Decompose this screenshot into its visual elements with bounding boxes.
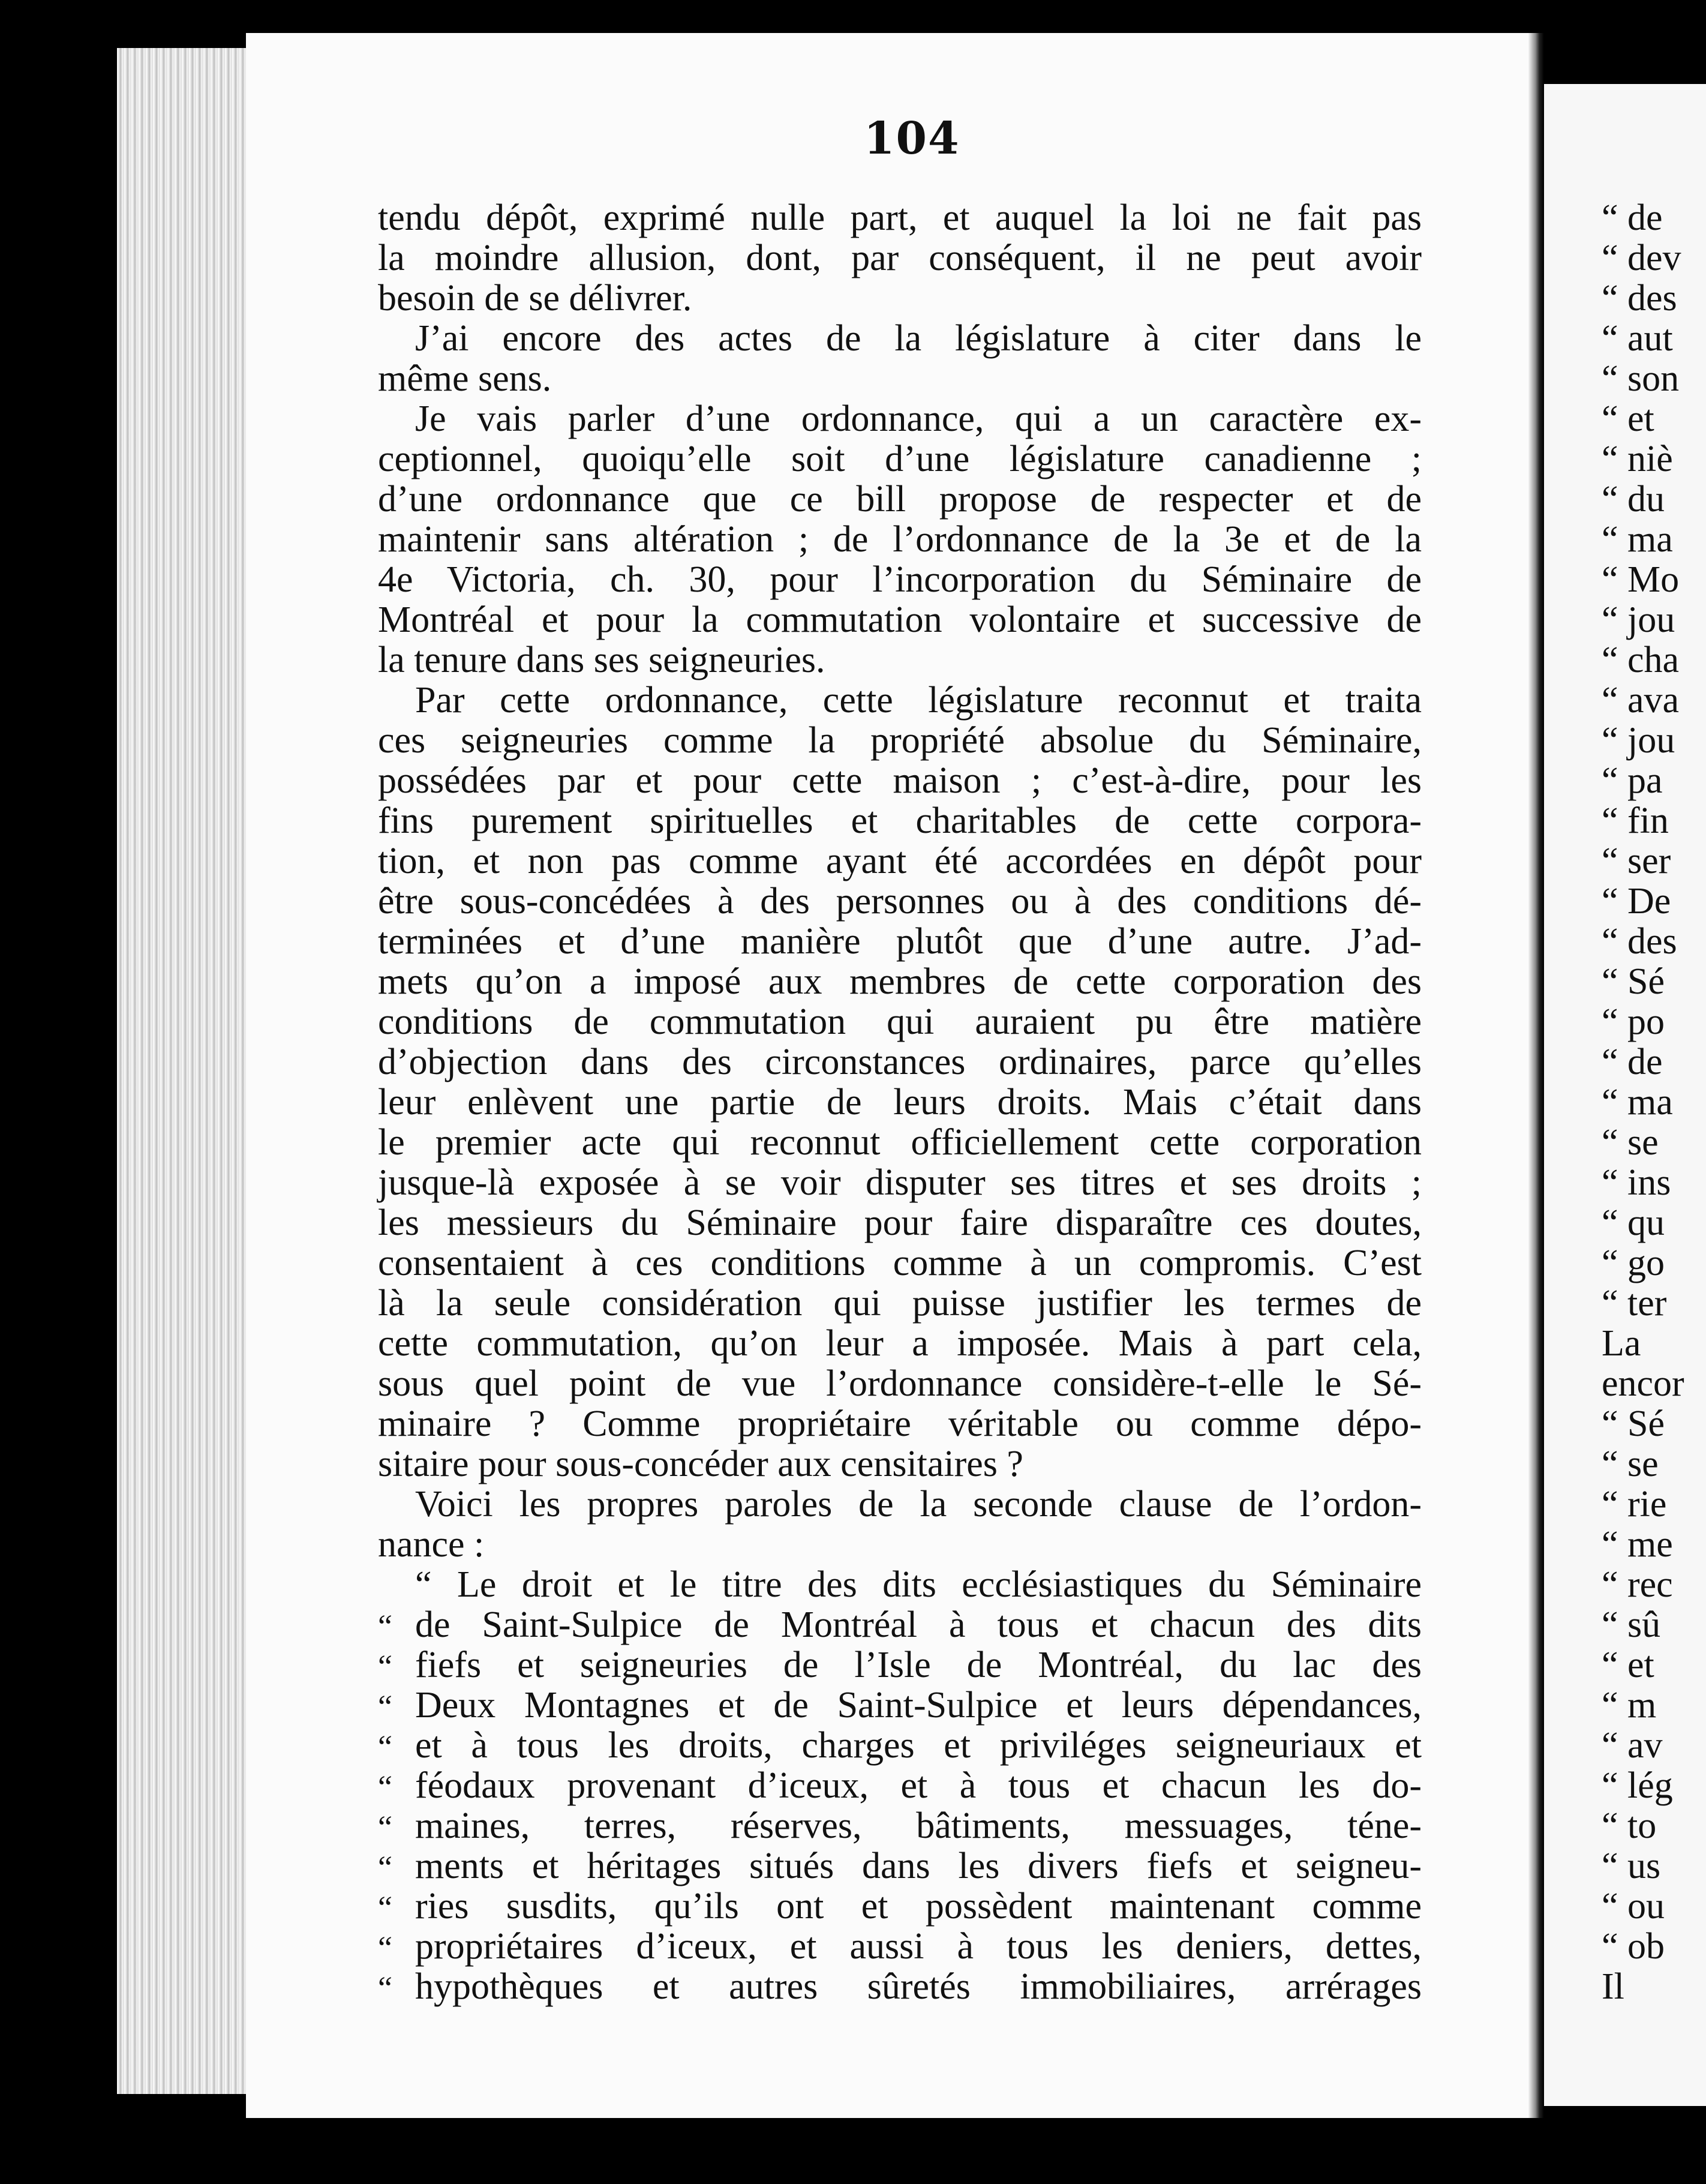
- text-line: minaire ? Comme propriétaire véritable ou comme dépo-: [378, 1403, 1422, 1444]
- text-line: d’objection dans des circonstances ordinaires, parce qu’elles: [378, 1042, 1422, 1082]
- quote-text: ries susdits, qu’ils ont et possèdent maintenant comme: [415, 1886, 1422, 1927]
- text-line: besoin de se délivrer.: [378, 278, 692, 319]
- text-line: J’ai encore des actes de la législature à citer dans le: [415, 318, 1422, 359]
- text-line: conditions de commutation qui auraient pu être matière: [378, 1001, 1422, 1042]
- quote-line: [378, 1886, 1422, 1927]
- quote-mark: “: [378, 1809, 392, 1845]
- quote-line: [378, 1726, 1422, 1766]
- text-line: Par cette ordonnance, cette législature reconnut et traita: [415, 680, 1422, 721]
- quote-line: [378, 1766, 1422, 1806]
- right-page-text-fragments: [1602, 198, 1684, 2007]
- text-line: maintenir sans altération ; de l’ordonnance de la 3e et de la: [378, 519, 1422, 560]
- text-line: ces seigneuries comme la propriété absolue du Séminaire,: [378, 720, 1422, 761]
- text-line: jusque-là exposée à se voir disputer ses titres et ses droits ;: [378, 1162, 1422, 1203]
- text-line: consentaient à ces conditions comme à un compromis. C’est: [378, 1243, 1422, 1283]
- text-line: d’une ordonnance que ce bill propose de respecter et de: [378, 479, 1422, 520]
- text-line: être sous-concédées à des personnes ou à des conditions dé-: [378, 881, 1422, 922]
- quote-line: [378, 1846, 1422, 1886]
- text-line: 4e Victoria, ch. 30, pour l’incorporation du Séminaire de: [378, 559, 1422, 600]
- right-page-line: “ fin: [1602, 800, 1669, 841]
- right-page-line: “ rec: [1602, 1564, 1673, 1605]
- right-page-line: “ ou: [1602, 1886, 1665, 1927]
- quote-line: [378, 1605, 1422, 1645]
- quote-line: [378, 1565, 1422, 1605]
- text-line: leur enlèvent une partie de leurs droits. Mais c’était dans: [378, 1082, 1422, 1123]
- quote-text: ments et héritages situés dans les divers fiefs et seigneu-: [415, 1846, 1422, 1886]
- text-line: Voici les propres paroles de la seconde clause de l’ordon-: [415, 1484, 1422, 1525]
- right-page-line: “ aut: [1602, 318, 1673, 359]
- right-page-line: “ ins: [1602, 1162, 1671, 1203]
- text-line: cette commutation, qu’on leur a imposée. Mais à part cela,: [378, 1323, 1422, 1364]
- right-page-line: “ av: [1602, 1725, 1663, 1766]
- quote-line: [378, 1806, 1422, 1846]
- quote-mark: “: [378, 1970, 392, 2006]
- quote-text: et à tous les droits, charges et priviléges seigneuriaux et: [415, 1725, 1422, 1766]
- text-line: là la seule considération qui puisse justifier les termes de: [378, 1283, 1422, 1324]
- right-page-line: “ ter: [1602, 1283, 1667, 1324]
- quote-mark: “: [378, 1769, 392, 1805]
- quote-text: féodaux provenant d’iceux, et à tous et chacun les do-: [415, 1765, 1422, 1806]
- right-page-line: “ niè: [1602, 439, 1673, 479]
- right-page-line: “ des: [1602, 921, 1677, 962]
- quote-text: propriétaires d’iceux, et aussi à tous les deniers, dettes,: [415, 1926, 1422, 1967]
- right-page-line: “ us: [1602, 1846, 1661, 1886]
- right-page-line: “ go: [1602, 1243, 1665, 1283]
- quote-line: [378, 1645, 1422, 1685]
- quote-mark: “: [378, 1930, 392, 1966]
- right-page-line: “ ava: [1602, 680, 1680, 721]
- right-page-line: “ me: [1602, 1524, 1673, 1565]
- right-page-line: Il: [1602, 1966, 1624, 2007]
- text-line: nance :: [378, 1524, 485, 1565]
- right-page-line: “ lég: [1602, 1765, 1673, 1806]
- quote-text: “ Le droit et le titre des dits ecclésiastiques du Séminaire: [415, 1564, 1422, 1605]
- right-page-line: “ ma: [1602, 1082, 1673, 1123]
- right-page-line: “ son: [1602, 358, 1680, 399]
- quote-text: maines, terres, réserves, bâtiments, messuages, téne-: [415, 1805, 1422, 1846]
- text-line: tion, et non pas comme ayant été accordées en dépôt pour: [378, 841, 1422, 881]
- right-page-line: “ cha: [1602, 640, 1680, 680]
- right-page-line: “ ser: [1602, 841, 1671, 881]
- book-page-edges: [117, 48, 246, 2094]
- right-page-line: “ se: [1602, 1444, 1659, 1484]
- ordinance-quote: [378, 1565, 1422, 2007]
- main-text-block: [378, 198, 1422, 2007]
- text-line: terminées et d’une manière plutôt que d’une autre. J’ad-: [378, 921, 1422, 962]
- quote-mark: “: [378, 1608, 392, 1644]
- right-page-line: “ ob: [1602, 1926, 1665, 1967]
- right-page-line: “ rie: [1602, 1484, 1667, 1525]
- right-page-line: “ dev: [1602, 238, 1681, 278]
- quote-mark: “: [378, 1849, 392, 1885]
- text-line: les messieurs du Séminaire pour faire disparaître ces doutes,: [378, 1202, 1422, 1243]
- text-line: la moindre allusion, dont, par conséquent, il ne peut avoir: [378, 238, 1422, 278]
- right-page-line: “ m: [1602, 1685, 1657, 1726]
- text-line: mets qu’on a imposé aux membres de cette corporation des: [378, 961, 1422, 1002]
- body-paragraphs: [378, 198, 1422, 1565]
- right-page-line: “ Sé: [1602, 961, 1665, 1002]
- right-page-line: “ se: [1602, 1122, 1659, 1163]
- text-line: même sens.: [378, 358, 552, 399]
- quote-mark: “: [378, 1648, 392, 1684]
- right-page-line: “ Mo: [1602, 559, 1680, 600]
- text-line: ceptionnel, quoiqu’elle soit d’une législature canadienne ;: [378, 439, 1422, 479]
- quote-text: Deux Montagnes et de Saint-Sulpice et leurs dépendances,: [415, 1685, 1422, 1726]
- right-page-line: “ du: [1602, 479, 1665, 520]
- right-page-line: “ De: [1602, 881, 1671, 922]
- right-page-line: “ pa: [1602, 760, 1663, 801]
- text-line: Je vais parler d’une ordonnance, qui a un caractère ex-: [415, 398, 1422, 439]
- quote-line: [378, 1967, 1422, 2007]
- text-line: sous quel point de vue l’ordonnance considère-t-elle le Sé-: [378, 1363, 1422, 1404]
- text-line: tendu dépôt, exprimé nulle part, et auquel la loi ne fait pas: [378, 197, 1422, 238]
- page-number: 104: [864, 113, 960, 164]
- quote-text: fiefs et seigneuries de l’Isle de Montréal, du lac des: [415, 1645, 1422, 1685]
- quote-text: hypothèques et autres sûretés immobiliaires, arrérages: [415, 1966, 1422, 2007]
- right-page-line: “ de: [1602, 1042, 1663, 1082]
- quote-mark: “: [378, 1688, 392, 1724]
- quote-line: [378, 1685, 1422, 1726]
- quote-mark: “: [378, 1889, 392, 1925]
- quote-mark: “: [378, 1729, 392, 1765]
- quote-text: de Saint-Sulpice de Montréal à tous et chacun des dits: [415, 1604, 1422, 1645]
- right-page-line: “ et: [1602, 398, 1654, 439]
- right-page-line: “ sû: [1602, 1604, 1661, 1645]
- text-line: fins purement spirituelles et charitables de cette corpora-: [378, 800, 1422, 841]
- right-page-line: “ to: [1602, 1805, 1657, 1846]
- right-page-line: encor: [1602, 1363, 1684, 1404]
- text-line: Montréal et pour la commutation volontaire et successive de: [378, 599, 1422, 640]
- text-line: possédées par et pour cette maison ; c’est-à-dire, pour les: [378, 760, 1422, 801]
- right-page-line: “ de: [1602, 197, 1663, 238]
- right-page-line: “ Sé: [1602, 1403, 1665, 1444]
- right-page-line: “ et: [1602, 1645, 1654, 1685]
- right-page-line: “ ma: [1602, 519, 1673, 560]
- quote-line: [378, 1927, 1422, 1967]
- right-page-line: La: [1602, 1323, 1641, 1364]
- right-page-line: “ po: [1602, 1001, 1665, 1042]
- book-gutter: [1528, 33, 1544, 2118]
- right-page-line: “ des: [1602, 278, 1677, 319]
- right-page-line: “ jou: [1602, 599, 1675, 640]
- right-page-line: “ qu: [1602, 1202, 1665, 1243]
- text-line: le premier acte qui reconnut officiellement cette corporation: [378, 1122, 1422, 1163]
- right-page-line: “ jou: [1602, 720, 1675, 761]
- text-line: sitaire pour sous-concéder aux censitaires ?: [378, 1444, 1023, 1484]
- text-line: la tenure dans ses seigneuries.: [378, 640, 825, 680]
